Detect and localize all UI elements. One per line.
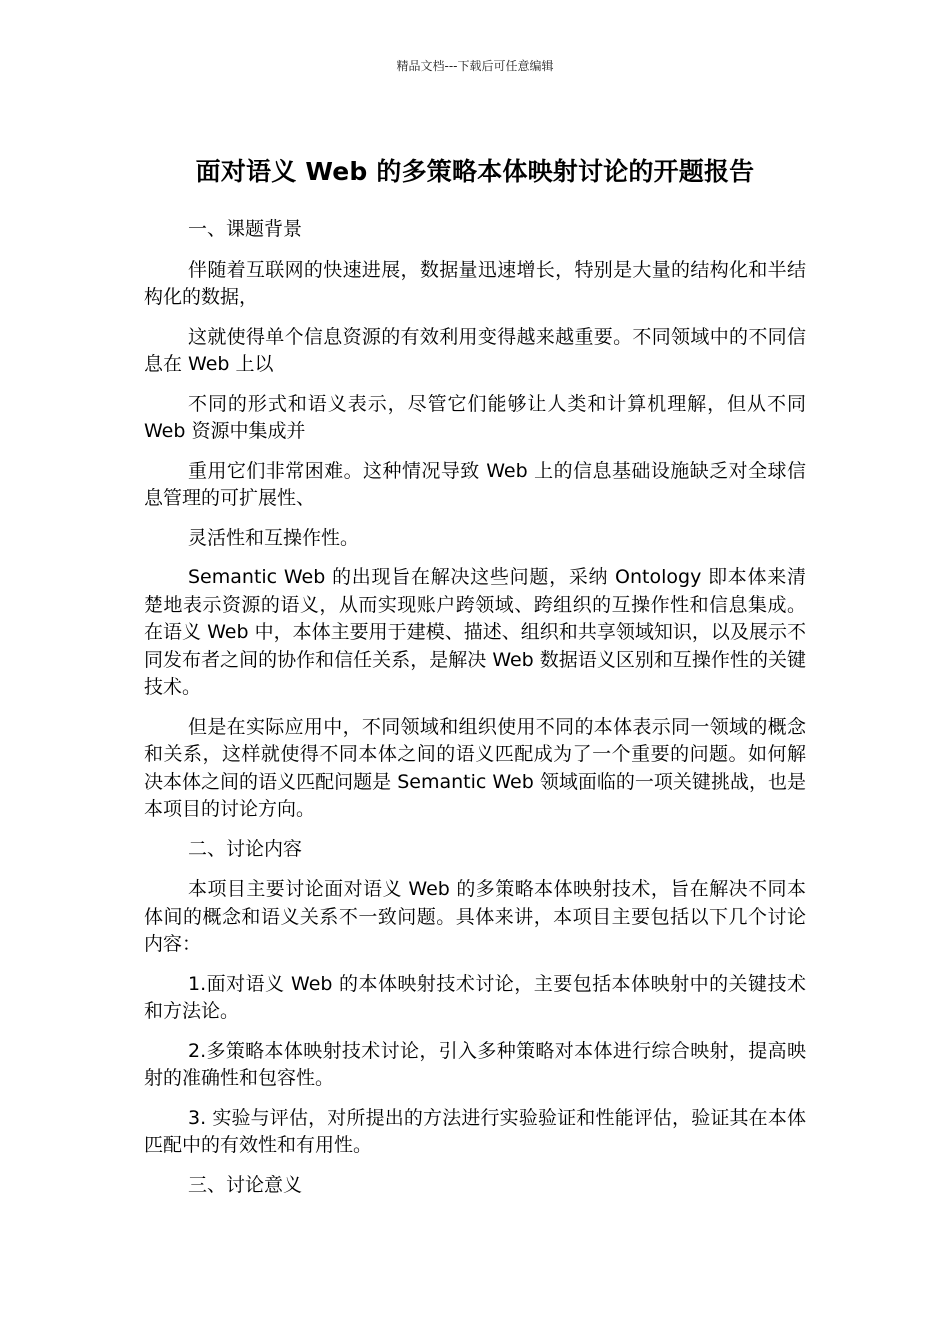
paragraph: 灵活性和互操作性。 (188, 526, 360, 549)
paragraph: 不同的形式和语义表示，尽管它们能够让人类和计算机理解，但从不同 Web 资源中集成并 (144, 392, 806, 442)
section-heading-content: 二、讨论内容 (188, 837, 303, 860)
page-header-note: 精品文档---下载后可任意编辑 (396, 59, 554, 73)
list-item: 2.多策略本体映射技术讨论，引入多种策略对本体进行综合映射，提高映射的准确性和包容性。 (144, 1039, 806, 1089)
list-item: 1.面对语义 Web 的本体映射技术讨论，主要包括本体映射中的关键技术和方法论。 (144, 972, 806, 1022)
paragraph: 重用它们非常困难。这种情况导致 Web 上的信息基础设施缺乏对全球信息管理的可扩展性、 (144, 459, 806, 509)
section-heading-significance: 三、讨论意义 (188, 1173, 303, 1196)
paragraph: Semantic Web 的出现旨在解决这些问题，采纳 Ontology 即本体来清楚地表示资源的语义，从而实现账户跨领域、跨组织的互操作性和信息集成。在语义 Web 中，本体主要用于建模、描述、组织和共享领域知识，以及展示不同发布者之间的协作和信任关系，是解决 Web 数据语义区别和互操作性的关键技术。 (144, 566, 806, 698)
paragraph: 但是在实际应用中，不同领域和组织使用不同的本体表示同一领域的概念和关系，这样就使得不同本体之间的语义匹配成为了一个重要的问题。如何解决本体之间的语义匹配问题是 Semantic Web 领域面临的一项关键挑战，也是本项目的讨论方向。 (144, 715, 806, 820)
list-item: 3. 实验与评估，对所提出的方法进行实验验证和性能评估，验证其在本体匹配中的有效性和有用性。 (144, 1106, 806, 1156)
paragraph: 本项目主要讨论面对语义 Web 的多策略本体映射技术，旨在解决不同本体间的概念和语义关系不一致问题。具体来讲，本项目主要包括以下几个讨论内容： (144, 878, 806, 955)
document-title: 面对语义 Web 的多策略本体映射讨论的开题报告 (195, 156, 755, 186)
document-body (144, 216, 806, 1212)
paragraph: 这就使得单个信息资源的有效利用变得越来越重要。不同领域中的不同信息在 Web 上以 (144, 325, 806, 375)
section-heading-background: 一、课题背景 (188, 218, 303, 240)
paragraph: 伴随着互联网的快速进展，数据量迅速增长，特别是大量的结构化和半结构化的数据， (144, 258, 806, 308)
